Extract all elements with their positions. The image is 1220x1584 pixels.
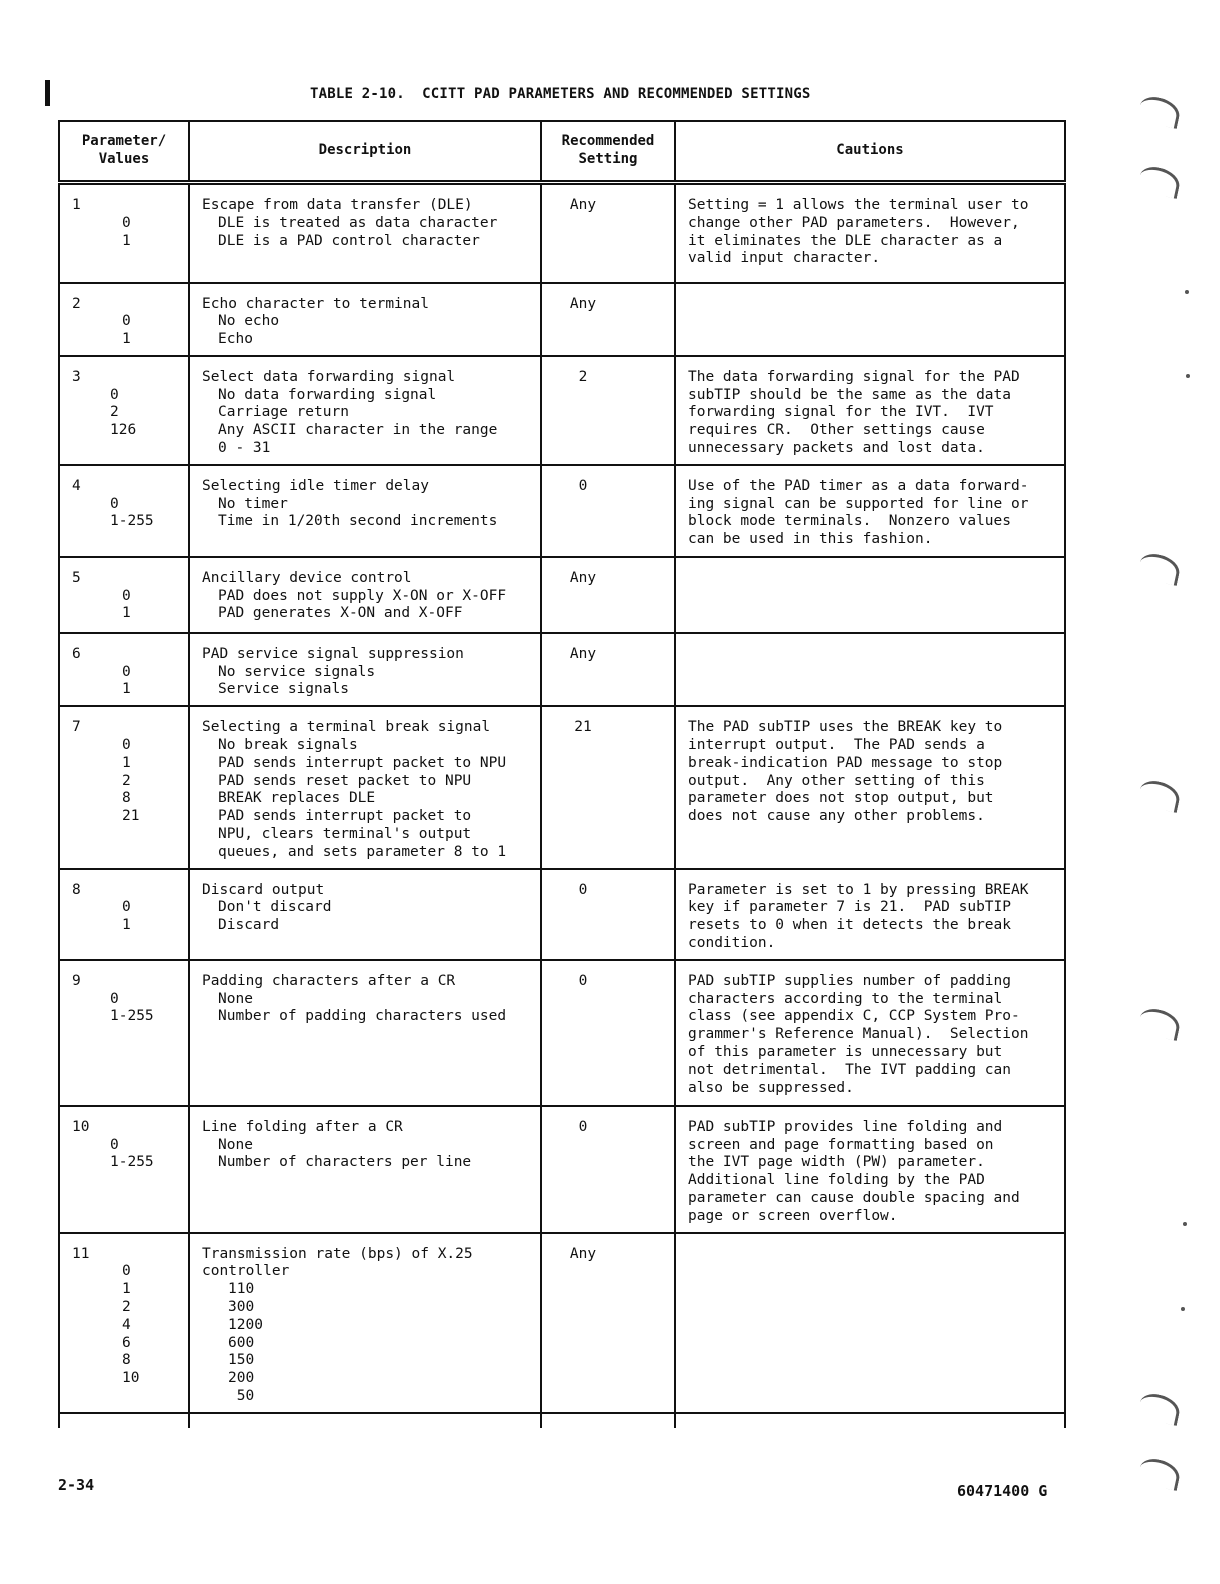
parameter-value: 1 <box>122 681 131 698</box>
description-option: 600 <box>228 1334 255 1351</box>
parameter-value: 2 <box>110 404 119 421</box>
parameter-value: 8 <box>122 1352 131 1369</box>
recommended-setting-cell: 0 <box>541 960 675 1106</box>
parameter-value: 0 <box>110 386 119 403</box>
parameter-cell <box>59 706 189 868</box>
parameter-value: 6 <box>122 1334 131 1351</box>
punch-hole-mark <box>1137 164 1183 199</box>
description-option: PAD sends reset packet to NPU <box>218 772 472 789</box>
description-cell <box>189 465 541 557</box>
parameter-number: 4 <box>72 477 81 494</box>
parameter-value: 2 <box>122 1299 131 1315</box>
recommended-setting-cell: 0 <box>541 465 675 557</box>
parameter-value: 0 <box>122 214 131 231</box>
parameter-values <box>72 215 180 251</box>
description-option: Discard <box>218 917 280 934</box>
description-title: Selecting a terminal break signal <box>202 719 491 736</box>
parameter-value: 0 <box>122 587 131 604</box>
scan-speck <box>1186 374 1190 378</box>
recommended-setting-cell: Any <box>541 1233 675 1413</box>
parameter-value: 8 <box>122 790 131 807</box>
description-cell <box>189 283 541 356</box>
description-option: DLE is treated as data character <box>218 214 498 231</box>
recommended-setting-cell: 0 <box>541 1106 675 1233</box>
punch-hole-mark <box>1137 1391 1183 1426</box>
recommended-setting-cell: 2 <box>541 356 675 465</box>
description-option: Number of characters per line <box>218 1154 472 1171</box>
header-recommended-setting: Recommended Setting <box>541 121 675 183</box>
caution-cell <box>675 557 1065 633</box>
parameter-number: 7 <box>72 719 81 736</box>
parameter-value: 4 <box>122 1316 131 1333</box>
parameter-values <box>72 313 180 349</box>
description-cell <box>189 869 541 960</box>
description-cell <box>189 960 541 1106</box>
description-option: No service signals <box>218 663 376 680</box>
caution-cell: Use of the PAD timer as a data forward- ing signal can be supported for line or block mode terminals. Nonzero values can be used in this fashion. <box>675 465 1065 557</box>
description-title: PAD service signal suppression <box>202 645 464 662</box>
table-row <box>59 869 1065 960</box>
punch-hole-mark <box>1137 778 1183 813</box>
scan-speck <box>1181 1307 1185 1311</box>
continuation-cell <box>675 1413 1065 1428</box>
parameter-value: 1 <box>122 331 131 348</box>
description-option: PAD sends interrupt packet to <box>218 808 472 825</box>
description-option: Number of padding characters used <box>218 1008 507 1025</box>
description-option: 1200 <box>228 1316 263 1333</box>
description-title: Discard output <box>202 881 325 898</box>
parameter-cell <box>59 356 189 465</box>
parameter-values <box>72 588 180 624</box>
parameter-value: 0 <box>122 737 131 754</box>
header-cautions: Cautions <box>675 121 1065 183</box>
description-option: No echo <box>218 313 280 330</box>
parameter-values <box>72 496 180 532</box>
description-option: 50 <box>228 1387 255 1404</box>
description-title: Select data forwarding signal <box>202 368 456 385</box>
parameter-value: 2 <box>122 772 131 789</box>
description-cell <box>189 183 541 283</box>
parameter-value: 0 <box>110 1136 119 1153</box>
parameter-value: 126 <box>110 422 137 439</box>
caution-cell: PAD subTIP provides line folding and screen and page formatting based on the IVT page width (PW) parameter. Additional line folding by the PAD parameter can cause double spacing and page or screen overflow. <box>675 1106 1065 1233</box>
description-title: Ancillary device control <box>202 569 412 586</box>
parameter-values <box>72 991 180 1027</box>
table-title: TABLE 2-10. CCITT PAD PARAMETERS AND RECOMMENDED SETTINGS <box>310 86 811 102</box>
description-option: No break signals <box>218 737 358 754</box>
description-title: Line folding after a CR <box>202 1118 403 1135</box>
caution-cell <box>675 633 1065 706</box>
caution-cell <box>675 1233 1065 1413</box>
parameter-cell <box>59 183 189 283</box>
parameter-number: 1 <box>72 197 81 213</box>
caution-cell: Setting = 1 allows the terminal user to change other PAD parameters. However, it eliminates the DLE character as a valid input character. <box>675 183 1065 283</box>
parameter-cell <box>59 633 189 706</box>
description-option: PAD does not supply X-ON or X-OFF <box>218 587 507 604</box>
table-row <box>59 1106 1065 1233</box>
table-row <box>59 706 1065 868</box>
table-row <box>59 960 1065 1106</box>
description-option: Carriage return <box>218 404 349 421</box>
parameter-number: 3 <box>72 368 81 385</box>
parameter-value: 1 <box>122 917 131 934</box>
parameter-number: 9 <box>72 972 81 989</box>
parameter-number: 8 <box>72 881 81 898</box>
description-cell <box>189 356 541 465</box>
description-option: Don't discard <box>218 899 332 916</box>
description-option: Service signals <box>218 681 349 698</box>
description-option: Echo <box>218 331 253 348</box>
table-row <box>59 356 1065 465</box>
table-row <box>59 465 1065 557</box>
parameter-cell <box>59 557 189 633</box>
table-row <box>59 283 1065 356</box>
description-option: queues, and sets parameter 8 to 1 <box>218 843 507 860</box>
parameter-value: 1 <box>122 1281 131 1298</box>
description-option: PAD sends interrupt packet to NPU <box>218 754 507 771</box>
description-title: Echo character to terminal <box>202 295 429 312</box>
parameter-cell <box>59 869 189 960</box>
parameter-value: 10 <box>122 1370 140 1387</box>
parameter-value: 0 <box>122 663 131 680</box>
caution-cell: The PAD subTIP uses the BREAK key to interrupt output. The PAD sends a break-indication PAD message to stop output. Any other setting of this parameter does not stop output, but does not cause any other problems. <box>675 706 1065 868</box>
description-option: 110 <box>228 1281 255 1298</box>
description-cell <box>189 1106 541 1233</box>
parameter-values <box>72 387 180 440</box>
parameter-cell <box>59 283 189 356</box>
description-cell <box>189 557 541 633</box>
continuation-cell <box>189 1413 541 1428</box>
table-row <box>59 1233 1065 1413</box>
continuation-cell <box>541 1413 675 1428</box>
parameter-number: 10 <box>72 1118 90 1135</box>
change-bar <box>45 80 50 106</box>
description-option: None <box>218 990 253 1007</box>
recommended-setting-cell: Any <box>541 183 675 283</box>
recommended-setting-cell: 0 <box>541 869 675 960</box>
punch-hole-mark <box>1137 1006 1183 1041</box>
parameter-value: 1 <box>122 605 131 622</box>
description-option: 150 <box>228 1352 255 1369</box>
parameter-value: 1 <box>122 232 131 249</box>
parameter-value: 0 <box>122 313 131 330</box>
scan-speck <box>1183 1222 1187 1226</box>
description-option: No data forwarding signal <box>218 386 437 403</box>
table-row <box>59 633 1065 706</box>
description-option: 200 <box>228 1370 255 1387</box>
parameter-number: 6 <box>72 645 81 662</box>
header-parameter-values: Parameter/ Values <box>59 121 189 183</box>
punch-hole-mark <box>1137 1456 1183 1491</box>
parameter-values <box>72 664 180 700</box>
parameter-value: 0 <box>110 990 119 1007</box>
parameter-number: 2 <box>72 295 81 312</box>
description-option: DLE is a PAD control character <box>218 232 480 249</box>
table-header-row <box>59 121 1065 183</box>
header-description: Description <box>189 121 541 183</box>
description-option: 300 <box>228 1299 255 1315</box>
parameter-value: 1 <box>122 754 131 771</box>
description-option: BREAK replaces DLE <box>218 790 376 807</box>
punch-hole-mark <box>1137 551 1183 586</box>
parameters-table-container <box>58 120 1064 1428</box>
recommended-setting-cell: Any <box>541 557 675 633</box>
table-row <box>59 557 1065 633</box>
recommended-setting-cell: Any <box>541 633 675 706</box>
parameter-values <box>72 1263 180 1388</box>
recommended-setting-cell: 21 <box>541 706 675 868</box>
description-title: Padding characters after a CR <box>202 972 456 989</box>
continuation-cell <box>59 1413 189 1428</box>
table-body <box>59 183 1065 1428</box>
parameter-values <box>72 737 180 826</box>
caution-cell: PAD subTIP supplies number of padding characters according to the terminal class (see appendix C, CCP System Pro- grammer's Reference Manual). Selection of this parameter is unnecessary but not detrimental. The IVT padding can also be suppressed. <box>675 960 1065 1106</box>
description-option: Any ASCII character in the range <box>218 422 498 439</box>
description-title: Escape from data transfer (DLE) <box>202 197 473 213</box>
description-option: No timer <box>218 495 288 512</box>
parameter-value: 1-255 <box>110 1008 154 1025</box>
parameter-cell <box>59 1233 189 1413</box>
parameter-value: 0 <box>122 1263 131 1280</box>
table-continuation-row <box>59 1413 1065 1428</box>
parameter-number: 5 <box>72 569 81 586</box>
page-number: 2-34 <box>58 1476 95 1494</box>
parameter-value: 1-255 <box>110 1154 154 1171</box>
parameter-value: 21 <box>122 808 140 825</box>
parameter-number: 11 <box>72 1245 90 1262</box>
parameter-value: 0 <box>122 899 131 916</box>
description-cell <box>189 706 541 868</box>
punch-hole-mark <box>1137 94 1183 129</box>
parameter-values <box>72 899 180 935</box>
parameter-cell <box>59 465 189 557</box>
parameter-values <box>72 1137 180 1173</box>
description-cell <box>189 633 541 706</box>
recommended-setting-cell: Any <box>541 283 675 356</box>
description-option: NPU, clears terminal's output <box>218 826 472 843</box>
parameter-value: 0 <box>110 495 119 512</box>
pad-parameters-table <box>58 120 1066 1428</box>
description-title: Selecting idle timer delay <box>202 477 429 494</box>
description-option: 0 - 31 <box>218 440 271 457</box>
caution-cell: Parameter is set to 1 by pressing BREAK key if parameter 7 is 21. PAD subTIP resets to 0 when it detects the break condition. <box>675 869 1065 960</box>
description-option: Time in 1/20th second increments <box>218 513 498 530</box>
description-cell <box>189 1233 541 1413</box>
table-row <box>59 183 1065 283</box>
description-option: None <box>218 1136 253 1153</box>
caution-cell: The data forwarding signal for the PAD subTIP should be the same as the data forwarding signal for the IVT. IVT requires CR. Other settings cause unnecessary packets and lost data. <box>675 356 1065 465</box>
description-title: Transmission rate (bps) of X.25 controller <box>202 1245 473 1280</box>
scan-speck <box>1185 290 1189 294</box>
document-number: 60471400 G <box>957 1482 1048 1500</box>
parameter-cell <box>59 1106 189 1233</box>
parameter-cell <box>59 960 189 1106</box>
description-option: PAD generates X-ON and X-OFF <box>218 605 463 622</box>
caution-cell <box>675 283 1065 356</box>
parameter-value: 1-255 <box>110 513 154 530</box>
